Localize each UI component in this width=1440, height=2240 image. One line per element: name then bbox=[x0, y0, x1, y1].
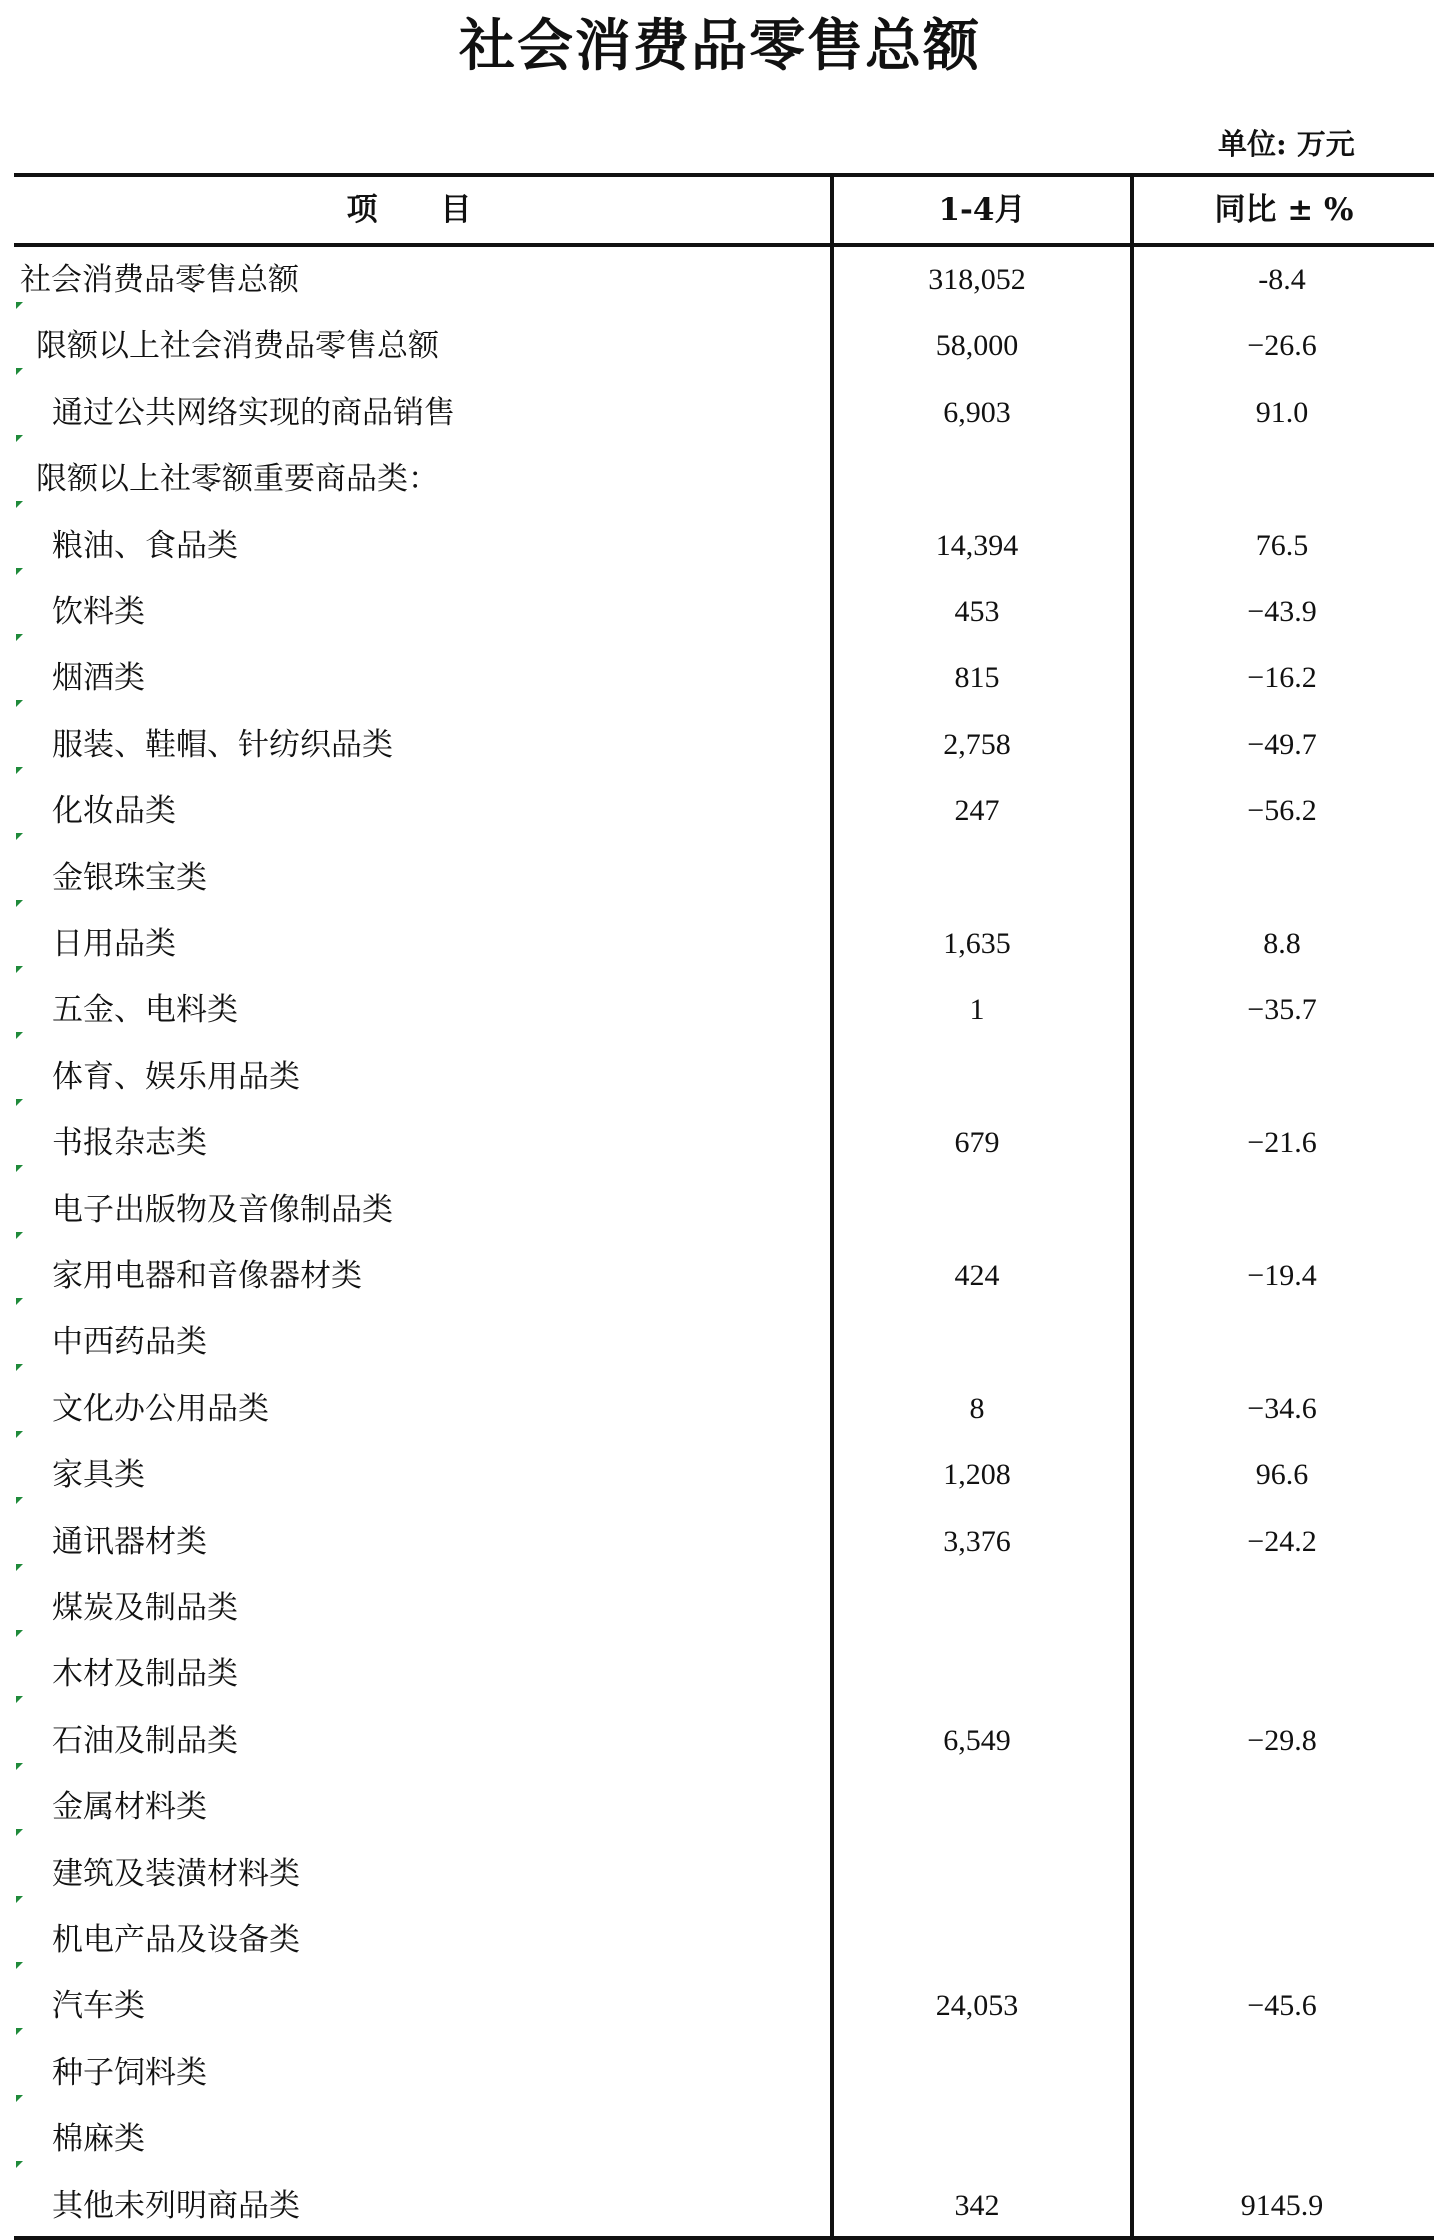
table-row bbox=[14, 247, 1434, 313]
table-row bbox=[14, 1243, 1434, 1309]
table-row bbox=[14, 1841, 1434, 1907]
row-label: 烟酒类 bbox=[52, 660, 145, 697]
row-yoy-value: −45.6 bbox=[1247, 1989, 1317, 2023]
row-label: 机电产品及设备类 bbox=[52, 1922, 300, 1958]
row-yoy-value: 9145.9 bbox=[1240, 2188, 1324, 2222]
row-label: 通讯器材类 bbox=[52, 1523, 207, 1560]
cell-marker-icon bbox=[16, 1232, 23, 1239]
row-period-value: 453 bbox=[954, 595, 1000, 628]
row-yoy-value bbox=[1132, 1641, 1432, 1707]
table-row bbox=[14, 579, 1434, 645]
row-label: 服装、鞋帽、针纺织品类 bbox=[52, 726, 393, 763]
row-period-value: 14,394 bbox=[935, 528, 1019, 562]
cell-marker-icon bbox=[16, 1298, 23, 1305]
row-yoy-value bbox=[1132, 1177, 1432, 1243]
row-period-value bbox=[832, 1774, 1122, 1840]
table-row bbox=[14, 1774, 1434, 1840]
table-row bbox=[14, 1044, 1434, 1110]
row-label: 五金、电料类 bbox=[52, 992, 238, 1029]
row-label: 煤炭及制品类 bbox=[52, 1590, 238, 1626]
row-yoy-value bbox=[1132, 1841, 1432, 1907]
row-label: 家用电器和音像器材类 bbox=[52, 1258, 362, 1294]
table-row bbox=[14, 1376, 1434, 1442]
row-yoy-value bbox=[1132, 1044, 1432, 1110]
table-row bbox=[14, 845, 1434, 911]
table-row bbox=[14, 712, 1434, 778]
row-label: 化妆品类 bbox=[52, 793, 176, 830]
row-period-value: 247 bbox=[954, 794, 1000, 828]
row-yoy-value: 91.0 bbox=[1255, 395, 1309, 429]
cell-marker-icon bbox=[16, 2028, 23, 2035]
row-label: 其他未列明商品类 bbox=[52, 2187, 300, 2224]
row-period-value: 424 bbox=[954, 1259, 1000, 1292]
cell-marker-icon bbox=[16, 2161, 23, 2168]
cell-marker-icon bbox=[16, 568, 23, 575]
row-label: 限额以上社会消费品零售总额 bbox=[36, 328, 439, 365]
table-row bbox=[14, 778, 1434, 844]
row-label: 中西药品类 bbox=[52, 1324, 207, 1361]
table-row bbox=[14, 2106, 1434, 2172]
row-label: 电子出版物及音像制品类 bbox=[52, 1191, 393, 1228]
table-row bbox=[14, 977, 1434, 1043]
row-period-value: 1,208 bbox=[943, 1458, 1011, 1492]
cell-marker-icon bbox=[16, 1896, 23, 1903]
table-row bbox=[14, 446, 1434, 512]
cell-marker-icon bbox=[16, 435, 23, 442]
table-row bbox=[14, 1509, 1434, 1575]
row-yoy-value: 96.6 bbox=[1255, 1458, 1309, 1492]
table-row bbox=[14, 1110, 1434, 1176]
row-yoy-value: −29.8 bbox=[1247, 1723, 1317, 1757]
row-yoy-value bbox=[1132, 446, 1432, 512]
row-yoy-value: −16.2 bbox=[1247, 661, 1317, 695]
row-period-value bbox=[832, 1575, 1122, 1641]
row-period-value: 318,052 bbox=[928, 263, 1026, 296]
row-yoy-value bbox=[1132, 1575, 1432, 1641]
row-yoy-value: 8.8 bbox=[1263, 927, 1301, 960]
row-yoy-value bbox=[1132, 1907, 1432, 1973]
table-row bbox=[14, 645, 1434, 711]
table-row bbox=[14, 1708, 1434, 1774]
cell-marker-icon bbox=[16, 1630, 23, 1637]
cell-marker-icon bbox=[16, 1763, 23, 1770]
cell-marker-icon bbox=[16, 1696, 23, 1703]
cell-marker-icon bbox=[16, 833, 23, 840]
cell-marker-icon bbox=[16, 302, 23, 309]
row-label: 书报杂志类 bbox=[52, 1125, 207, 1162]
row-period-value: 1,635 bbox=[943, 927, 1011, 960]
cell-marker-icon bbox=[16, 634, 23, 641]
row-period-value bbox=[832, 1907, 1122, 1973]
row-label: 社会消费品零售总额 bbox=[20, 262, 299, 298]
cell-marker-icon bbox=[16, 2095, 23, 2102]
cell-marker-icon bbox=[16, 900, 23, 907]
row-period-value bbox=[832, 2040, 1122, 2106]
row-period-value: 6,549 bbox=[943, 1723, 1011, 1757]
cell-marker-icon bbox=[16, 1564, 23, 1571]
row-period-value bbox=[832, 1309, 1122, 1375]
row-yoy-value bbox=[1132, 2040, 1432, 2106]
row-yoy-value: −21.6 bbox=[1247, 1126, 1317, 1160]
row-yoy-value: -8.4 bbox=[1258, 263, 1306, 296]
row-yoy-value: −35.7 bbox=[1247, 993, 1317, 1027]
row-label: 金属材料类 bbox=[52, 1789, 207, 1826]
row-period-value: 8 bbox=[969, 1391, 985, 1425]
table-row bbox=[14, 1973, 1434, 2039]
row-period-value bbox=[832, 845, 1122, 911]
cell-marker-icon bbox=[16, 1364, 23, 1371]
row-period-value bbox=[832, 1044, 1122, 1110]
row-period-value: 24,053 bbox=[935, 1989, 1019, 2023]
row-yoy-value: −26.6 bbox=[1247, 329, 1317, 363]
row-label: 日用品类 bbox=[52, 926, 176, 962]
header-yoy: 同比 ± % bbox=[1214, 192, 1354, 228]
row-period-value: 342 bbox=[954, 2188, 1000, 2222]
cell-marker-icon bbox=[16, 966, 23, 973]
table-row bbox=[14, 2040, 1434, 2106]
row-period-value bbox=[832, 446, 1122, 512]
unit-label: 单位: 万元 bbox=[1218, 127, 1355, 161]
row-label: 石油及制品类 bbox=[52, 1722, 238, 1759]
row-label: 粮油、食品类 bbox=[52, 527, 238, 564]
row-yoy-value bbox=[1132, 845, 1432, 911]
row-period-value bbox=[832, 1641, 1122, 1707]
row-label: 棉麻类 bbox=[52, 2121, 145, 2158]
cell-marker-icon bbox=[16, 1829, 23, 1836]
table-row bbox=[14, 1575, 1434, 1641]
header-item: 项 目 bbox=[346, 192, 498, 228]
cell-marker-icon bbox=[16, 767, 23, 774]
cell-marker-icon bbox=[16, 1165, 23, 1172]
table-row bbox=[14, 380, 1434, 446]
table-row bbox=[14, 1442, 1434, 1508]
table-row bbox=[14, 513, 1434, 579]
table-row bbox=[14, 1907, 1434, 1973]
table-body bbox=[14, 247, 1434, 2240]
row-period-value: 815 bbox=[954, 661, 1000, 695]
row-period-value bbox=[832, 1177, 1122, 1243]
row-yoy-value: 76.5 bbox=[1255, 528, 1309, 562]
row-label: 汽车类 bbox=[52, 1988, 145, 2025]
row-yoy-value bbox=[1132, 1309, 1432, 1375]
row-period-value: 2,758 bbox=[943, 727, 1011, 761]
row-period-value: 679 bbox=[954, 1126, 1000, 1160]
row-period-value: 1 bbox=[969, 993, 985, 1027]
cell-marker-icon bbox=[16, 1099, 23, 1106]
row-label: 通过公共网络实现的商品销售 bbox=[52, 394, 455, 431]
page-title: 社会消费品零售总额 bbox=[459, 13, 981, 79]
cell-marker-icon bbox=[16, 1962, 23, 1969]
row-label: 文化办公用品类 bbox=[52, 1390, 269, 1427]
row-period-value bbox=[832, 1841, 1122, 1907]
table-bottom-rule bbox=[14, 2236, 1434, 2240]
cell-marker-icon bbox=[16, 368, 23, 375]
row-label: 金银珠宝类 bbox=[52, 859, 207, 896]
row-yoy-value bbox=[1132, 1774, 1432, 1840]
cell-marker-icon bbox=[16, 700, 23, 707]
row-yoy-value: −56.2 bbox=[1247, 794, 1317, 828]
row-label: 体育、娱乐用品类 bbox=[52, 1058, 300, 1095]
row-label: 饮料类 bbox=[52, 594, 145, 630]
row-label: 木材及制品类 bbox=[52, 1656, 238, 1693]
row-yoy-value: −49.7 bbox=[1247, 727, 1317, 761]
row-label: 种子饲料类 bbox=[52, 2054, 207, 2091]
row-yoy-value: −24.2 bbox=[1247, 1524, 1317, 1558]
row-period-value bbox=[832, 2106, 1122, 2172]
row-period-value: 58,000 bbox=[935, 329, 1019, 363]
table-row bbox=[14, 1641, 1434, 1707]
row-label: 建筑及装潢材料类 bbox=[52, 1855, 300, 1892]
table-row bbox=[14, 1309, 1434, 1375]
row-yoy-value: −19.4 bbox=[1247, 1259, 1317, 1292]
table-row bbox=[14, 2173, 1434, 2239]
cell-marker-icon bbox=[16, 1497, 23, 1504]
row-yoy-value: −34.6 bbox=[1247, 1391, 1317, 1425]
table-row bbox=[14, 911, 1434, 977]
row-period-value: 3,376 bbox=[943, 1524, 1011, 1558]
header-period: 1-4月 bbox=[938, 192, 1026, 228]
cell-marker-icon bbox=[16, 1032, 23, 1039]
cell-marker-icon bbox=[16, 501, 23, 508]
cell-marker-icon bbox=[16, 1431, 23, 1438]
table-row bbox=[14, 1177, 1434, 1243]
row-label: 家具类 bbox=[52, 1457, 145, 1494]
row-yoy-value: −43.9 bbox=[1247, 595, 1317, 628]
row-period-value: 6,903 bbox=[943, 395, 1011, 429]
table-row bbox=[14, 313, 1434, 379]
row-yoy-value bbox=[1132, 2106, 1432, 2172]
row-label: 限额以上社零额重要商品类： bbox=[36, 461, 439, 498]
